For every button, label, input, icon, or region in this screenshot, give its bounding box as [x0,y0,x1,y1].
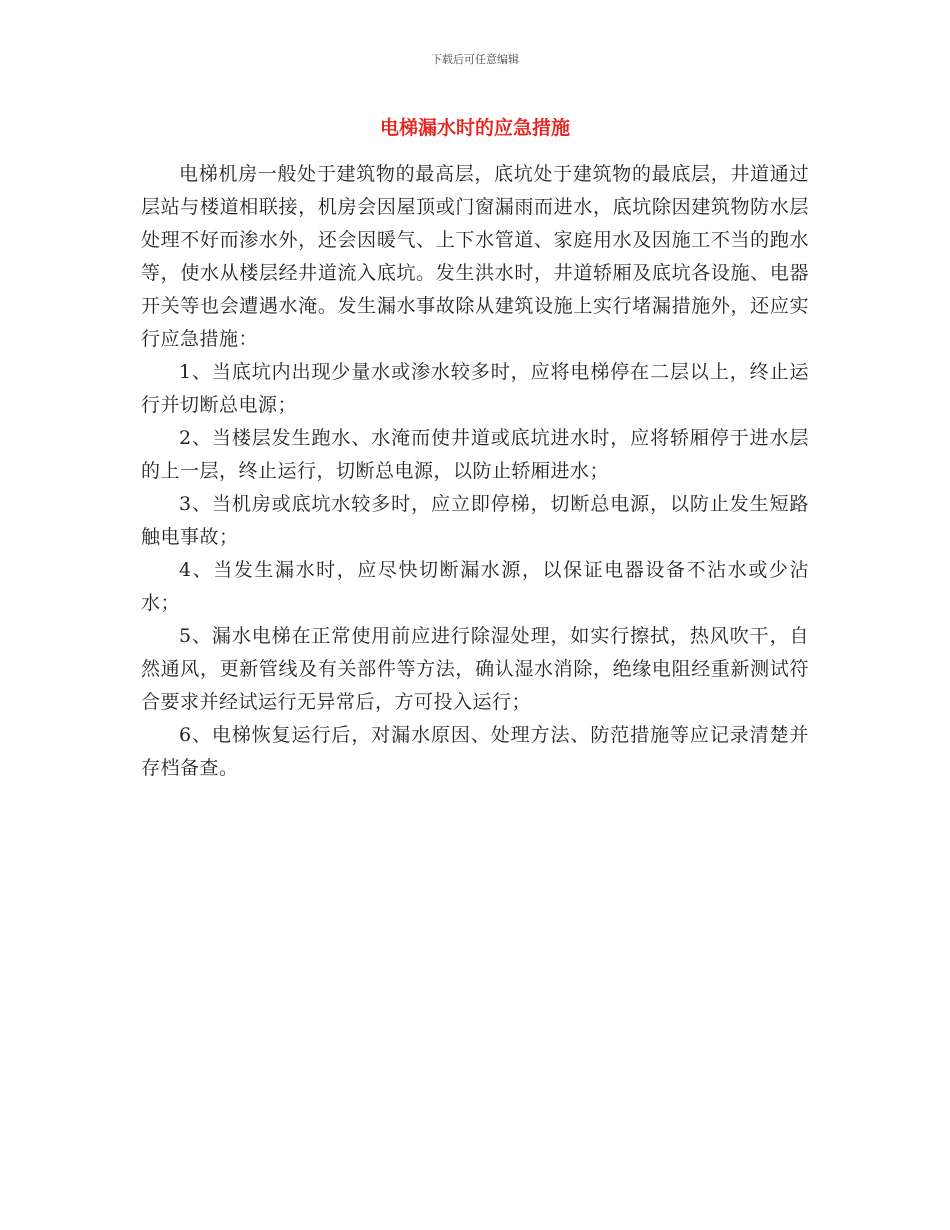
document-body [141,158,809,785]
intro-paragraph: 电梯机房一般处于建筑物的最高层，底坑处于建筑物的最底层，井道通过层站与楼道相联接，机房会因屋顶或门窗漏雨而进水，底坑除因建筑物防水层处理不好而渗水外，还会因暖气、上下水管道、家庭用水及因施工不当的跑水等，使水从楼层经井道流入底坑。发生洪水时，井道轿厢及底坑各设施、电器开关等也会遭遇水淹。发生漏水事故除从建筑设施上实行堵漏措施外，还应实行应急措施： [141,163,809,350]
document-title: 电梯漏水时的应急措施 [379,117,570,139]
page-header-note: 下载后可任意编辑 [431,53,519,66]
measure-item-3: 3、当机房或底坑水较多时，应立即停梯，切断总电源，以防止发生短路触电事故； [141,493,809,548]
measure-item-4: 4、当发生漏水时，应尽快切断漏水源，以保证电器设备不沾水或少沾水； [141,559,809,614]
measure-item-2: 2、当楼层发生跑水、水淹而使井道或底坑进水时，应将轿厢停于进水层的上一层，终止运行，切断总电源，以防止轿厢进水； [141,427,809,482]
measure-item-5: 5、漏水电梯在正常使用前应进行除湿处理，如实行擦拭，热风吹干，自然通风，更新管线及有关部件等方法，确认湿水消除，绝缘电阻经重新测试符合要求并经试运行无异常后，方可投入运行； [141,625,809,713]
measure-item-6: 6、电梯恢复运行后，对漏水原因、处理方法、防范措施等应记录清楚并存档备查。 [141,724,809,779]
measure-item-1: 1、当底坑内出现少量水或渗水较多时，应将电梯停在二层以上，终止运行并切断总电源； [141,361,809,416]
